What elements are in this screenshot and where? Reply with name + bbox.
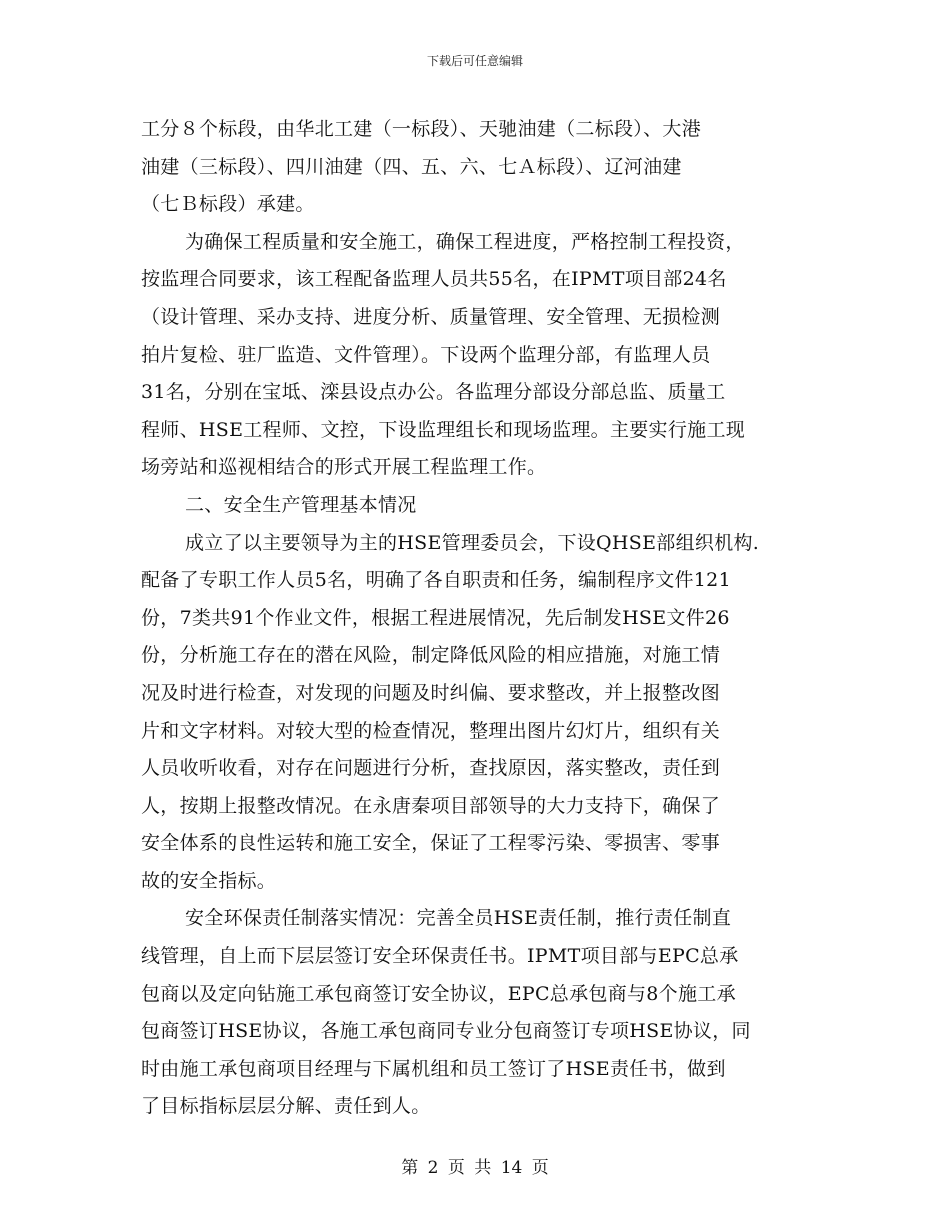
body-text-line: 按监理合同要求，该工程配备监理人员共55名，在IPMT项目部24名 xyxy=(141,268,727,291)
body-text-line: 安全体系的良性运转和施工安全，保证了工程零污染、零损害、零事 xyxy=(141,832,721,855)
body-text-line: 份，7类共91个作业文件，根据工程进展情况，先后制发HSE文件26 xyxy=(141,606,730,629)
body-text-line: 人员收听收看，对存在问题进行分析，查找原因，落实整改，责任到 xyxy=(141,757,721,780)
body-text-line: 安全环保责任制落实情况：完善全员HSE责任制，推行责任制直 xyxy=(185,907,732,930)
body-text-line: 配备了专职工作人员5名，明确了各自职责和任务，编制程序文件121 xyxy=(141,569,731,592)
body-text-line: 二、安全生产管理基本情况 xyxy=(185,493,417,516)
body-text-line: 成立了以主要领导为主的HSE管理委员会，下设QHSE部组织机构. xyxy=(185,531,760,554)
body-text-line: 场旁站和巡视相结合的形式开展工程监理工作。 xyxy=(141,456,547,479)
body-text-line: （七Ｂ标段）承建。 xyxy=(141,193,315,216)
body-text-line: 故的安全指标。 xyxy=(141,869,277,892)
body-text-line: 线管理，自上而下层层签订安全环保责任书。IPMT项目部与EPC总承 xyxy=(141,945,739,968)
page-header-note: 下载后可任意编辑 xyxy=(426,54,523,68)
body-text-line: 时由施工承包商项目经理与下属机组和员工签订了HSE责任书，做到 xyxy=(141,1057,726,1080)
body-text-line: （设计管理、采办支持、进度分析、质量管理、安全管理、无损检测 xyxy=(141,305,721,328)
body-text-line: 了目标指标层层分解、责任到人。 xyxy=(141,1095,431,1118)
body-text-line: 包商以及定向钻施工承包商签订安全协议，EPC总承包商与8个施工承 xyxy=(141,982,736,1005)
body-text-line: 包商签订HSE协议，各施工承包商同专业分包商签订专项HSE协议，同 xyxy=(141,1020,751,1043)
document-body xyxy=(141,111,811,1126)
body-text-line: 拍片复检、驻厂监造、文件管理）。下设两个监理分部，有监理人员 xyxy=(141,343,711,366)
body-text-line: 况及时进行检查，对发现的问题及时纠偏、要求整改，并上报整改图 xyxy=(141,681,721,704)
body-text-line: 份，分析施工存在的潜在风险，制定降低风险的相应措施，对施工情 xyxy=(141,644,721,667)
body-text-line: 油建（三标段）、四川油建（四、五、六、七Ａ标段）、辽河油建 xyxy=(141,155,682,178)
body-text-line: 工分８个标段，由华北工建（一标段）、天驰油建（二标段）、大港 xyxy=(141,118,702,140)
body-text-line: 人，按期上报整改情况。在永唐秦项目部领导的大力支持下，确保了 xyxy=(141,794,721,817)
body-text-line: 片和文字材料。对较大型的检查情况，整理出图片幻灯片，组织有关 xyxy=(141,719,721,742)
page-number-footer: 第 2 页 共 14 页 xyxy=(401,1158,549,1178)
body-text-line: 程师、HSE工程师、文控，下设监理组长和现场监理。主要实行施工现 xyxy=(141,418,746,441)
body-text-line: 31名，分别在宝坻、滦县设点办公。各监理分部设分部总监、质量工 xyxy=(141,381,726,404)
body-text-line: 为确保工程质量和安全施工，确保工程进度，严格控制工程投资， xyxy=(185,230,745,253)
